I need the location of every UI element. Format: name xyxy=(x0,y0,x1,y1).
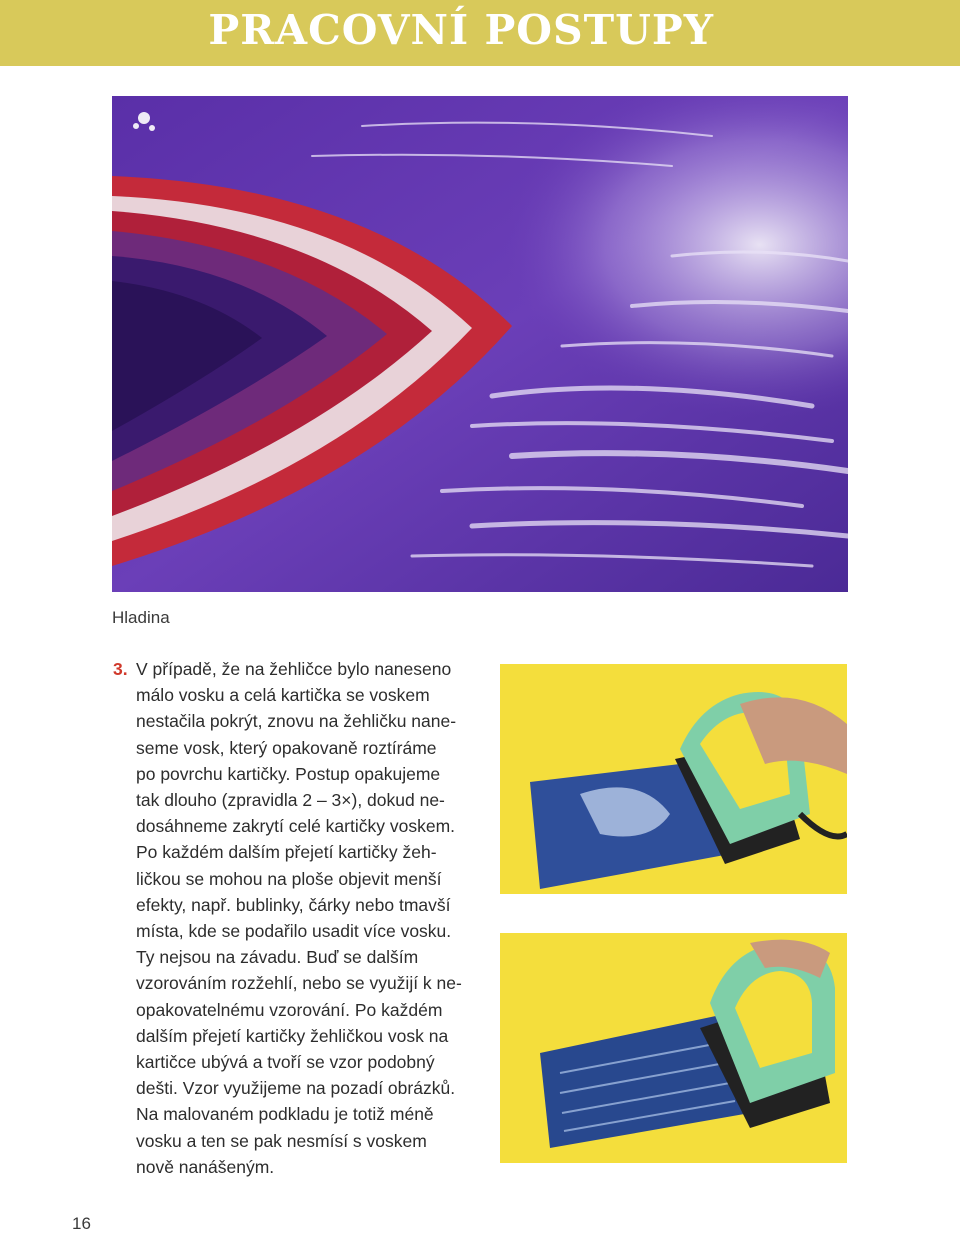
paragraph-line: dosáhneme zakrytí celé kartičky voskem. xyxy=(136,816,456,837)
paragraph-line: po povrchu kartičky. Postup opakujeme xyxy=(136,763,441,784)
header-band xyxy=(0,0,960,66)
paragraph-line: Po každém dalším přejetí kartičky žeh- xyxy=(136,842,437,863)
paragraph-line: tak dlouho (zpravidla 2 – 3×), dokud ne- xyxy=(136,790,445,811)
paragraph-line: ličkou se mohou na ploše objevit menší xyxy=(136,868,442,889)
paragraph-line: dalším přejetí kartičky žehličkou vosk na xyxy=(136,1025,449,1046)
paragraph-line: kartičce ubývá a tvoří se vzor podobný xyxy=(136,1052,435,1073)
paragraph-line: Ty nejsou na závadu. Buď se dalším xyxy=(136,947,419,968)
paragraph-line: místa, kde se podařilo usadit více vosku. xyxy=(136,921,452,942)
hero-wax-painting-image xyxy=(112,96,848,592)
image-caption: Hladina xyxy=(112,608,170,627)
paragraph-line: vosku a ten se pak nesmísí s voskem xyxy=(136,1130,427,1151)
iron-photo-bottom xyxy=(500,933,847,1163)
iron-photo-top xyxy=(500,664,847,894)
paragraph-line: efekty, např. bublinky, čárky nebo tmavší xyxy=(136,894,451,915)
paragraph-line: Na malovaném podkladu je totiž méně xyxy=(136,1104,434,1125)
page-title: PRACOVNÍ POSTUPY xyxy=(208,6,714,54)
paragraph-line: nově nanášeným. xyxy=(136,1156,275,1177)
step-number: 3. xyxy=(113,659,128,679)
paragraph-line: 3. V případě, že na žehličce bylo naneseno xyxy=(113,656,473,682)
paragraph-line: seme vosk, který opakovaně roztíráme xyxy=(136,737,437,758)
step-paragraph xyxy=(113,656,473,1180)
paragraph-line: nestačila pokrýt, znovu na žehličku nane- xyxy=(136,711,457,732)
paragraph-line: dešti. Vzor využijeme na pozadí obrázků. xyxy=(136,1078,456,1099)
paragraph-line: vzorováním rozžehlí, nebo se využijí k ne- xyxy=(136,973,462,994)
paragraph-line: opakovatelnému vzorování. Po každém xyxy=(136,999,443,1020)
paragraph-line: málo vosku a celá kartička se voskem xyxy=(136,685,430,706)
page-number: 16 xyxy=(72,1214,91,1233)
